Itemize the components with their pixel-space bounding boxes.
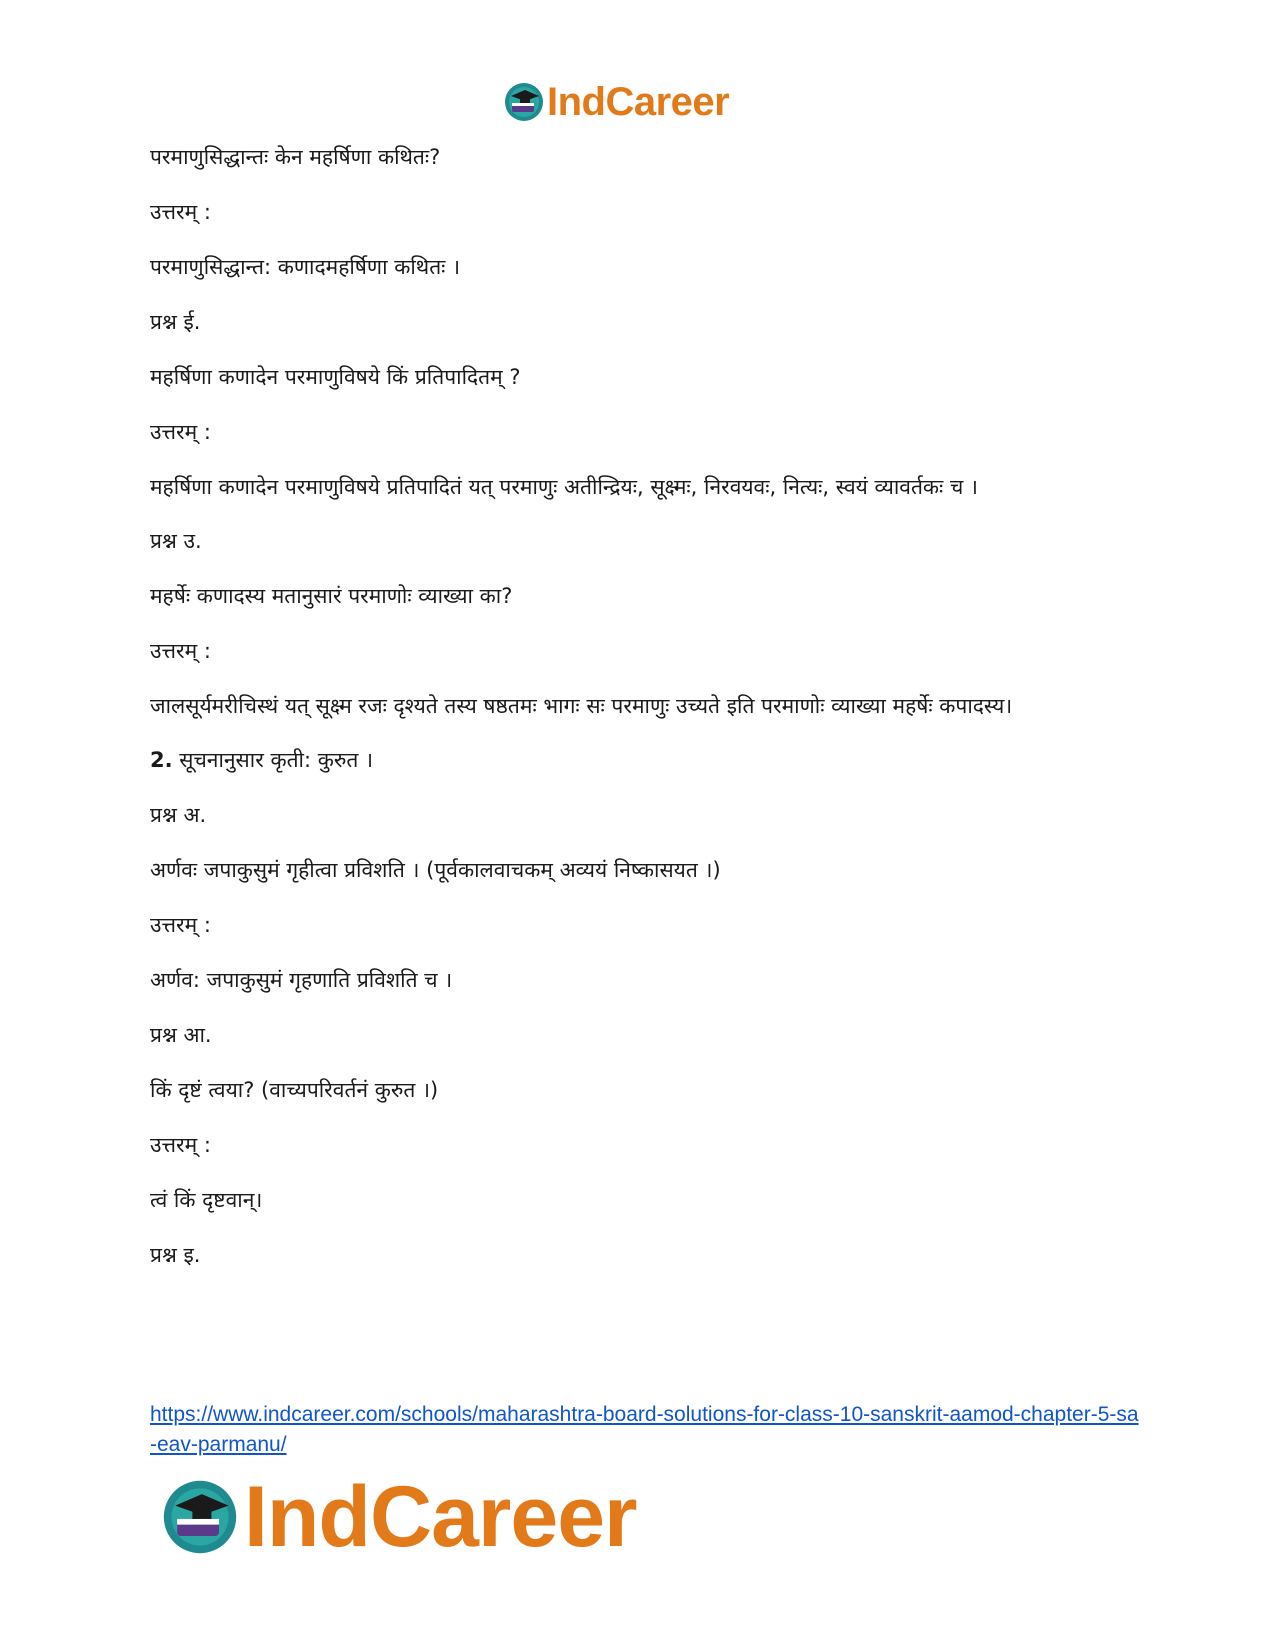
question-label: प्रश्न इ. bbox=[150, 1243, 201, 1267]
question-label: प्रश्न उ. bbox=[150, 529, 202, 553]
section-heading bbox=[150, 745, 1130, 775]
question-label: प्रश्न अ. bbox=[150, 803, 207, 827]
answer-text: त्वं किं दृष्टवान्। bbox=[150, 1188, 263, 1212]
answer-text: अर्णव: जपाकुसुमं गृहणाति प्रविशति च । bbox=[150, 968, 453, 992]
logo-text: IndCareer bbox=[244, 1468, 637, 1565]
answer-text: परमाणुसिद्धान्त: कणादमहर्षिणा कथितः । bbox=[150, 255, 461, 279]
question-label: प्रश्न ई. bbox=[150, 310, 201, 334]
logo-text: IndCareer bbox=[547, 79, 730, 124]
question-label: प्रश्न आ. bbox=[150, 1023, 212, 1047]
answer-label: उत्तरम् : bbox=[150, 639, 211, 663]
question-text: महर्षिणा कणादेन परमाणुविषये किं प्रतिपादितम् ? bbox=[150, 365, 521, 389]
question-text: महर्षेः कणादस्य मतानुसारं परमाणोः व्याख्या का? bbox=[150, 584, 513, 608]
question-text: किं दृष्टं त्वया? (वाच्यपरिवर्तनं कुरुत ।) bbox=[150, 1078, 439, 1102]
question-text: अर्णवः जपाकुसुमं गृहीत्वा प्रविशति । (पूर्वकालवाचकम् अव्ययं निष्कासयत ।) bbox=[150, 858, 721, 882]
document-body bbox=[150, 142, 1130, 1295]
header-logo bbox=[503, 80, 729, 124]
answer-label: उत्तरम् : bbox=[150, 1133, 211, 1157]
footer-logo bbox=[160, 1468, 637, 1565]
answer-text: जालसूर्यमरीचिस्थं यत् सूक्ष्म रजः दृश्यते तस्य षष्ठतमः भागः सः परमाणुः उच्यते इति परमाणोः व्याख्या महर्षेः कपादस्य। bbox=[150, 694, 1013, 718]
question-text: परमाणुसिद्धान्तः केन महर्षिणा कथितः? bbox=[150, 145, 441, 169]
answer-label: उत्तरम् : bbox=[150, 420, 211, 444]
answer-text: महर्षिणा कणादेन परमाणुविषये प्रतिपादितं यत् परमाणुः अतीन्द्रियः, सूक्ष्मः, निरवयवः, नित्यः, स्वयं व्यावर्तकः च । bbox=[150, 475, 978, 499]
section-number: 2. bbox=[150, 748, 173, 772]
graduation-cap-book-icon bbox=[160, 1477, 240, 1557]
source-url-link[interactable]: https://www.indcareer.com/schools/maharashtra-board-solutions-for-class-10-sanskrit-aamod-chapter-5-sa-eav-parmanu/ bbox=[150, 1403, 1139, 1456]
answer-label: उत्तरम् : bbox=[150, 913, 211, 937]
answer-label: उत्तरम् : bbox=[150, 200, 211, 224]
graduation-cap-book-icon bbox=[503, 81, 545, 123]
section-title: सूचनानुसार कृती: कुरुत । bbox=[179, 748, 374, 772]
